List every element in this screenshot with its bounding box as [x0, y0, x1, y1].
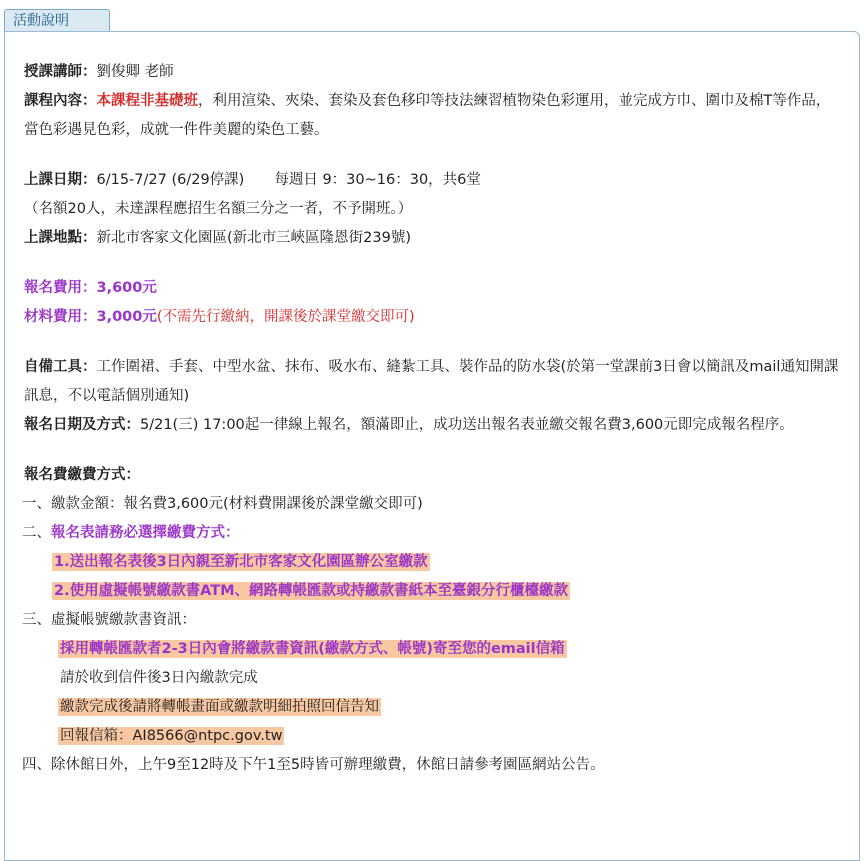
- location-row: [24, 224, 844, 253]
- location-label: 上課地點：: [24, 230, 97, 246]
- virtual-account-line-3-row: [24, 693, 844, 722]
- material-fee-value: 3,000元: [96, 309, 157, 325]
- virtual-account-line-2: 請於收到信件後3日內繳款完成: [60, 670, 258, 686]
- schedule-note: （名額20人，未達課程應招生名額三分之一者，不予開班。）: [24, 201, 413, 217]
- signup-row: [24, 411, 844, 440]
- schedule-label: 上課日期：: [24, 172, 97, 188]
- material-fee-row: [24, 303, 844, 332]
- material-fee-note: (不需先行繳納，開課後於課堂繳交即可): [156, 309, 415, 325]
- course-label: 課程內容：: [24, 93, 97, 109]
- course-row: [24, 87, 844, 145]
- registration-fee-row: [24, 274, 844, 303]
- tools-label: 自備工具：: [24, 359, 97, 375]
- payment-item-4: 四、除休館日外，上午9至12時及下午1至5時皆可辦理繳費，休館日請參考園區網站公告。: [22, 757, 605, 773]
- payment-item-2-text: 報名表請務必選擇繳費方式：: [51, 525, 240, 541]
- reply-email[interactable]: 回報信箱：AI8566@ntpc.gov.tw: [60, 728, 283, 744]
- virtual-account-line-3: 繳款完成後請將轉帳畫面或繳款明細拍照回信告知: [60, 699, 379, 715]
- signup-label: 報名日期及方式：: [24, 417, 140, 433]
- virtual-account-line-1: 採用轉帳匯款者2-3日內會將繳款書資訊(繳款方式、帳號)寄至您的email信箱: [60, 641, 565, 657]
- tab-activity-info[interactable]: 活動說明: [4, 9, 110, 32]
- tools-row: [24, 353, 844, 411]
- payment-item-3: 三、虛擬帳號繳款書資訊：: [22, 612, 196, 628]
- activity-description: [24, 58, 844, 780]
- payment-item-1: 一、繳款金額：報名費3,600元(材料費開課後於課堂繳交即可): [22, 496, 423, 512]
- instructor-value: 劉俊卿 老師: [96, 64, 174, 80]
- payment-heading: 報名費繳費方式：: [24, 467, 140, 483]
- instructor-label: 授課講師：: [24, 64, 97, 80]
- location-value: 新北市客家文化園區(新北市三峽區隆恩街239號): [96, 230, 411, 246]
- virtual-account-line-1-row: [24, 635, 844, 664]
- payment-option-2: 2.使用虛擬帳號繳款書ATM、網路轉帳匯款或持繳款書紙本至臺銀分行櫃檯繳款: [54, 583, 569, 599]
- virtual-account-line-2-row: [24, 664, 844, 693]
- instructor-row: [24, 58, 844, 87]
- signup-text: 5/21(三) 17:00起一律線上報名，額滿即止，成功送出報名表並繳交報名費3,600元即完成報名程序。: [140, 417, 794, 433]
- schedule-dates: 6/15-7/27 (6/29停課): [96, 172, 245, 188]
- registration-fee-label: 報名費用：: [24, 280, 97, 296]
- payment-option-1: 1.送出報名表後3日內親至新北市客家文化園區辦公室繳款: [54, 554, 428, 570]
- schedule-row: [24, 166, 844, 195]
- payment-item-2-prefix: 二、: [22, 525, 51, 541]
- payment-item-2: [22, 519, 844, 548]
- payment-option-2-row: [24, 577, 844, 606]
- schedule-times: 每週日 9：30~16：30，共6堂: [274, 172, 481, 188]
- payment-option-1-row: [24, 548, 844, 577]
- course-highlight: 本課程非基礎班: [96, 93, 198, 109]
- course-text: ，利用渲染、夾染、套染及套色移印等技法練習植物染色彩運用，並完成方巾、圍巾及棉T等作品，當色彩遇見色彩，成就一件件美麗的染色工藝。: [24, 93, 831, 138]
- registration-fee-value: 3,600元: [96, 280, 157, 296]
- virtual-account-line-4-row: [24, 722, 844, 751]
- material-fee-label: 材料費用：: [24, 309, 97, 325]
- tools-text: 工作圍裙、手套、中型水盆、抹布、吸水布、縫紮工具、裝作品的防水袋(於第一堂課前3日會以簡訊及mail通知開課訊息，不以電話個別通知): [24, 359, 839, 404]
